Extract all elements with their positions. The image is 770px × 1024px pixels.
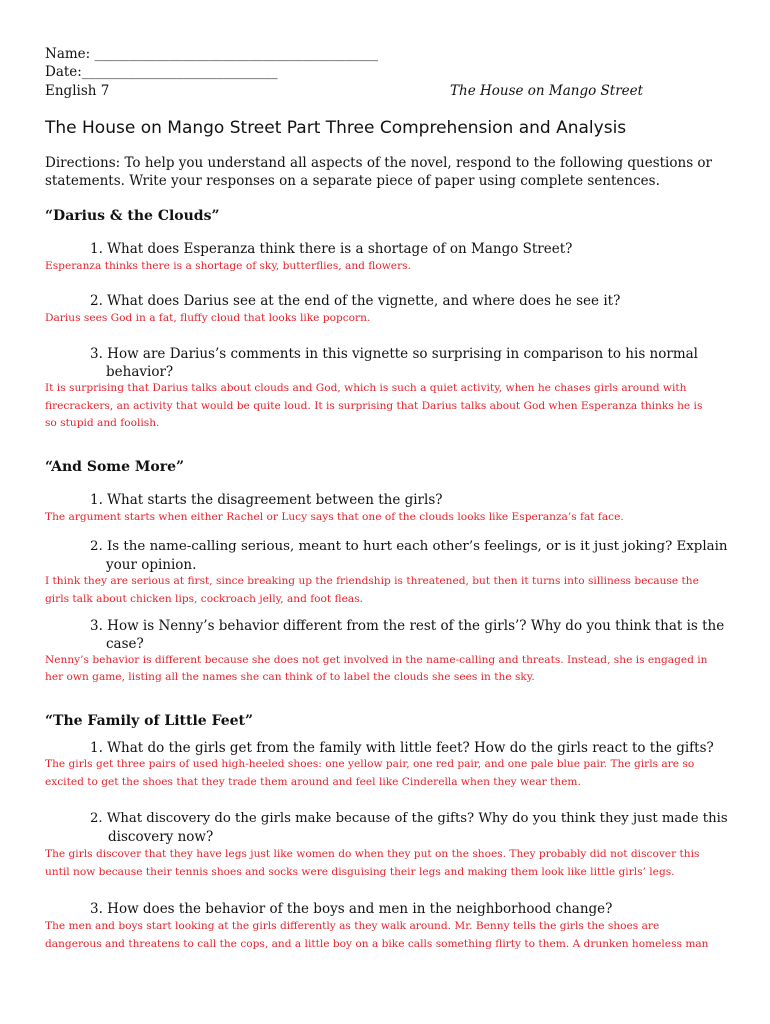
book-title: The House on Mango Street xyxy=(450,83,644,99)
question-continued: discovery now? xyxy=(108,829,214,845)
question: 3. How is Nenny’s behavior different from the rest of the girls’? Why do you think that is the xyxy=(90,618,725,634)
answer: girls talk about chicken lips, cockroach jelly, and foot fleas. xyxy=(45,593,364,605)
answer: excited to get the shoes that they trade them around and feel like Cinderella when they wear them. xyxy=(45,776,581,788)
answer: so stupid and foolish. xyxy=(45,417,160,429)
section-heading: “Darius & the Clouds” xyxy=(45,208,220,224)
answer: dangerous and threatens to call the cops, and a little boy on a bike calls something flirty to them. A drunken homeless man xyxy=(45,938,709,950)
question: 1. What do the girls get from the family with little feet? How do the girls react to the gifts? xyxy=(90,740,714,756)
answer: It is surprising that Darius talks about clouds and God, which is such a quiet activity, when he chases girls around with xyxy=(45,382,687,394)
answer: until now because their tennis shoes and socks were disguising their legs and making them look like little girls’ legs. xyxy=(45,866,675,878)
question-continued: behavior? xyxy=(106,364,174,380)
question: 2. What does Darius see at the end of the vignette, and where does he see it? xyxy=(90,293,621,309)
answer: The men and boys start looking at the girls differently as they walk around. Mr. Benny tells the girls the shoes are xyxy=(45,920,660,932)
directions-line-1: Directions: To help you understand all aspects of the novel, respond to the following questions or xyxy=(45,155,712,171)
answer: her own game, listing all the names she can think of to label the clouds she sees in the sky. xyxy=(45,671,535,683)
answer: The girls get three pairs of used high-heeled shoes: one yellow pair, one red pair, and one pale blue pair. The girls are so xyxy=(45,758,695,770)
question: 3. How does the behavior of the boys and men in the neighborhood change? xyxy=(90,901,613,917)
answer: I think they are serious at first, since breaking up the friendship is threatened, but then it turns into silliness because the xyxy=(45,575,699,587)
answer: Esperanza thinks there is a shortage of sky, butterflies, and flowers. xyxy=(45,260,411,272)
answer: firecrackers, an activity that would be quite loud. It is surprising that Darius talks about God when Esperanza thinks he is xyxy=(45,400,703,412)
date-line: Date:_____________________________ xyxy=(45,64,278,80)
section-heading: “The Family of Little Feet” xyxy=(45,713,254,729)
name-line: Name: __________________________________________ xyxy=(45,46,378,62)
question: 1. What starts the disagreement between the girls? xyxy=(90,492,443,508)
question: 3. How are Darius’s comments in this vignette so surprising in comparison to his normal xyxy=(90,346,698,362)
answer: Darius sees God in a fat, fluffy cloud that looks like popcorn. xyxy=(45,312,371,324)
answer: The girls discover that they have legs just like women do when they put on the shoes. They probably did not discover this xyxy=(45,848,700,860)
question: 2. What discovery do the girls make because of the gifts? Why do you think they just made this xyxy=(90,811,728,826)
question-continued: case? xyxy=(106,636,144,652)
question-continued: your opinion. xyxy=(106,557,197,573)
section-heading: “And Some More” xyxy=(45,459,185,475)
question: 1. What does Esperanza think there is a shortage of on Mango Street? xyxy=(90,241,573,257)
course-label: English 7 xyxy=(45,83,110,99)
answer: Nenny’s behavior is different because she does not get involved in the name-calling and threats. Instead, she is engaged in xyxy=(45,654,708,666)
page-title: The House on Mango Street Part Three Comprehension and Analysis xyxy=(45,118,627,138)
question: 2. Is the name-calling serious, meant to hurt each other’s feelings, or is it just joking? Explain xyxy=(90,539,728,554)
answer: The argument starts when either Rachel or Lucy says that one of the clouds looks like Esperanza’s fat face. xyxy=(45,511,624,523)
directions-line-2: statements. Write your responses on a separate piece of paper using complete sentences. xyxy=(45,173,660,189)
